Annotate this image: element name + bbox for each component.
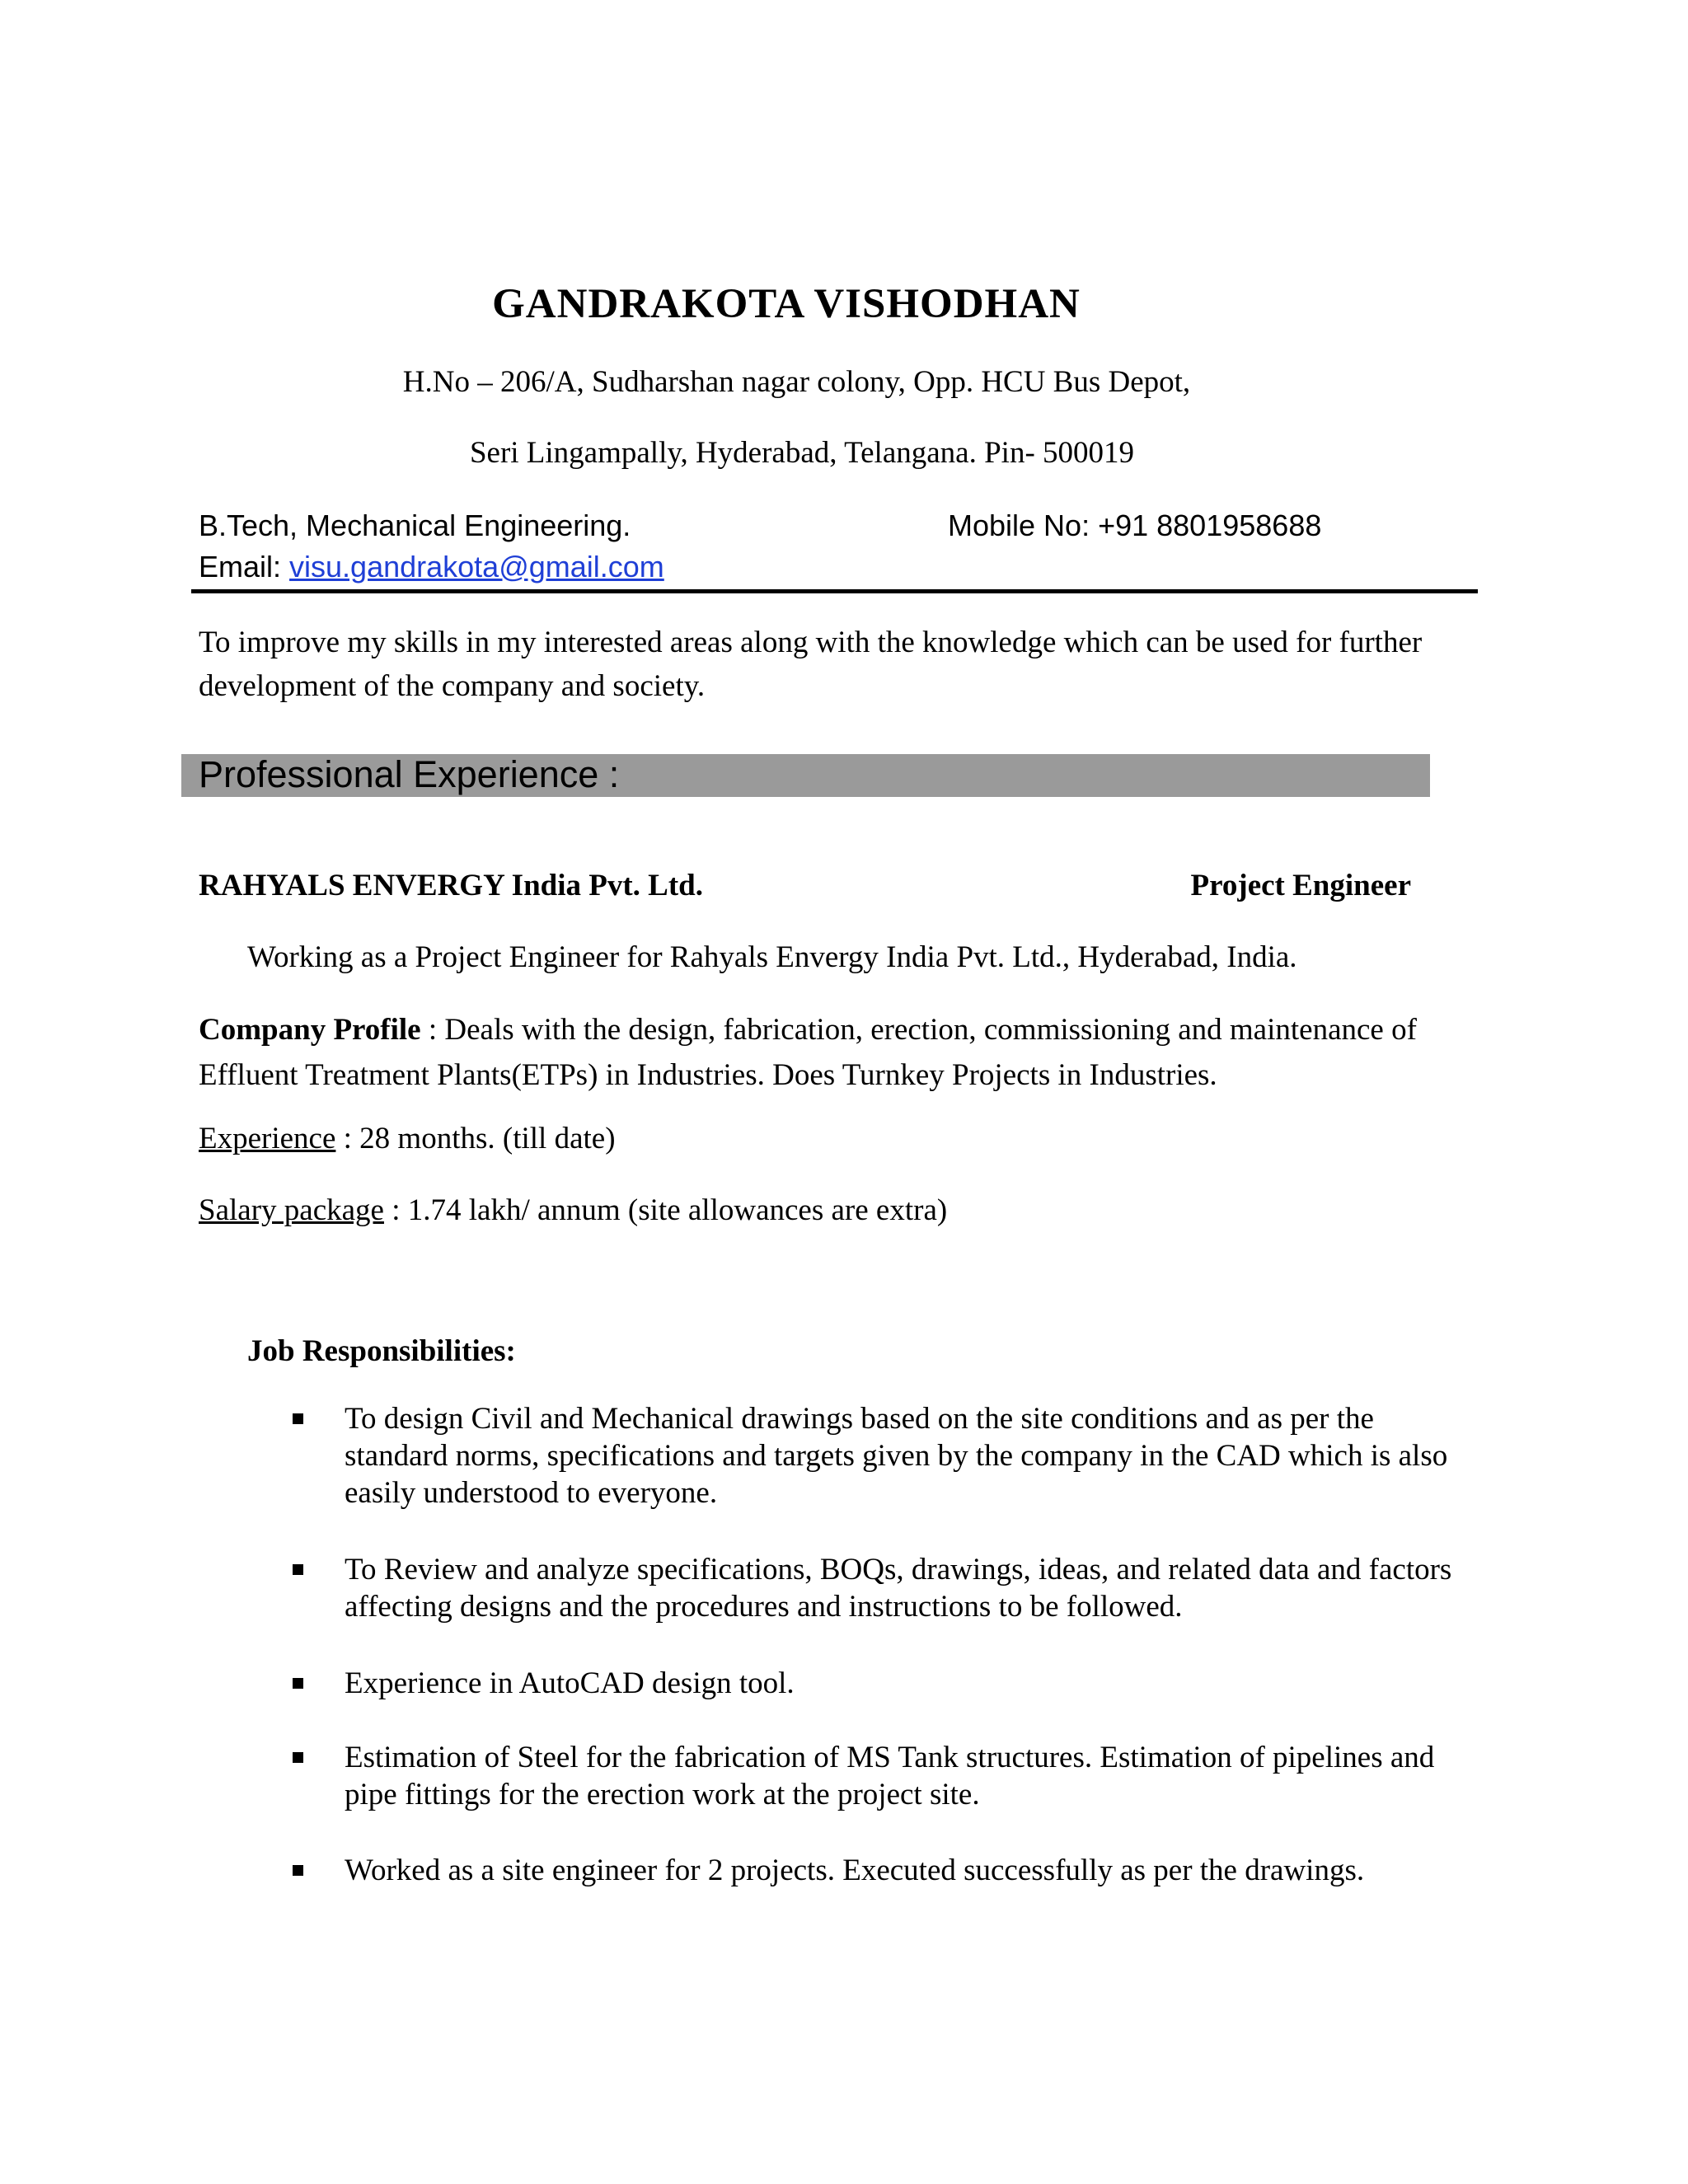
job-role: Project Engineer [1190,869,1411,902]
experience-value: : 28 months. (till date) [335,1122,616,1155]
email-label: Email: [199,550,290,583]
salary-row [199,1193,947,1228]
job-responsibilities-title: Job Responsibilities: [247,1334,516,1368]
header-divider [191,589,1478,593]
bullet-marker [293,1752,303,1763]
experience-label: Experience [199,1122,336,1155]
company-profile-label: Company Profile [199,1013,421,1047]
list-item: To Review and analyze specifications, BOQs, drawings, ideas, and related data and factors affecting designs and the procedures and instructions to be followed. [345,1553,1452,1624]
email-link[interactable]: visu.gandrakota@gmail.com [289,550,664,583]
salary-value: : 1.74 lakh/ annum (site allowances are extra) [383,1193,948,1227]
objective-text: To improve my skills in my interested areas along with the knowledge which can be used for further development of the company and society. [199,626,1423,703]
bullet-marker [293,1678,303,1689]
bullet-marker [293,1564,303,1575]
list-item: Estimation of Steel for the fabrication of MS Tank structures. Estimation of pipelines and pipe fittings for the erection work at the project site. [345,1741,1435,1811]
mobile-number: Mobile No: +91 8801958688 [948,509,1322,542]
list-item: Experience in AutoCAD design tool. [345,1666,795,1700]
experience-row [199,1121,616,1156]
candidate-name: GANDRAKOTA VISHODHAN [492,281,1081,327]
bullet-marker [293,1413,303,1424]
salary-label: Salary package [199,1193,384,1227]
section-title: Professional Experience : [199,753,620,795]
address-line-2: Seri Lingampally, Hyderabad, Telangana. Pin- 500019 [469,436,1135,470]
company-name: RAHYALS ENVERGY India Pvt. Ltd. [199,869,703,902]
degree: B.Tech, Mechanical Engineering. [199,509,631,542]
company-profile-text: : Deals with the design, fabrication, erection, commissioning and maintenance of Effluent Treatment Plants(ETPs) in Industries. Does Turnkey Projects in Industries. [199,1013,1417,1092]
bullet-marker [293,1865,303,1876]
working-description: Working as a Project Engineer for Rahyals Envergy India Pvt. Ltd., Hyderabad, India. [247,940,1297,974]
company-profile [199,1007,1468,1098]
list-item: Worked as a site engineer for 2 projects. Executed successfully as per the drawings. [345,1854,1365,1887]
list-item: To design Civil and Mechanical drawings based on the site conditions and as per the standard norms, specifications and targets given by the company in the CAD which is also easily understood to everyone. [345,1402,1448,1510]
address-line-1: H.No – 206/A, Sudharshan nagar colony, Opp. HCU Bus Depot, [402,365,1191,399]
email-row [199,550,664,584]
